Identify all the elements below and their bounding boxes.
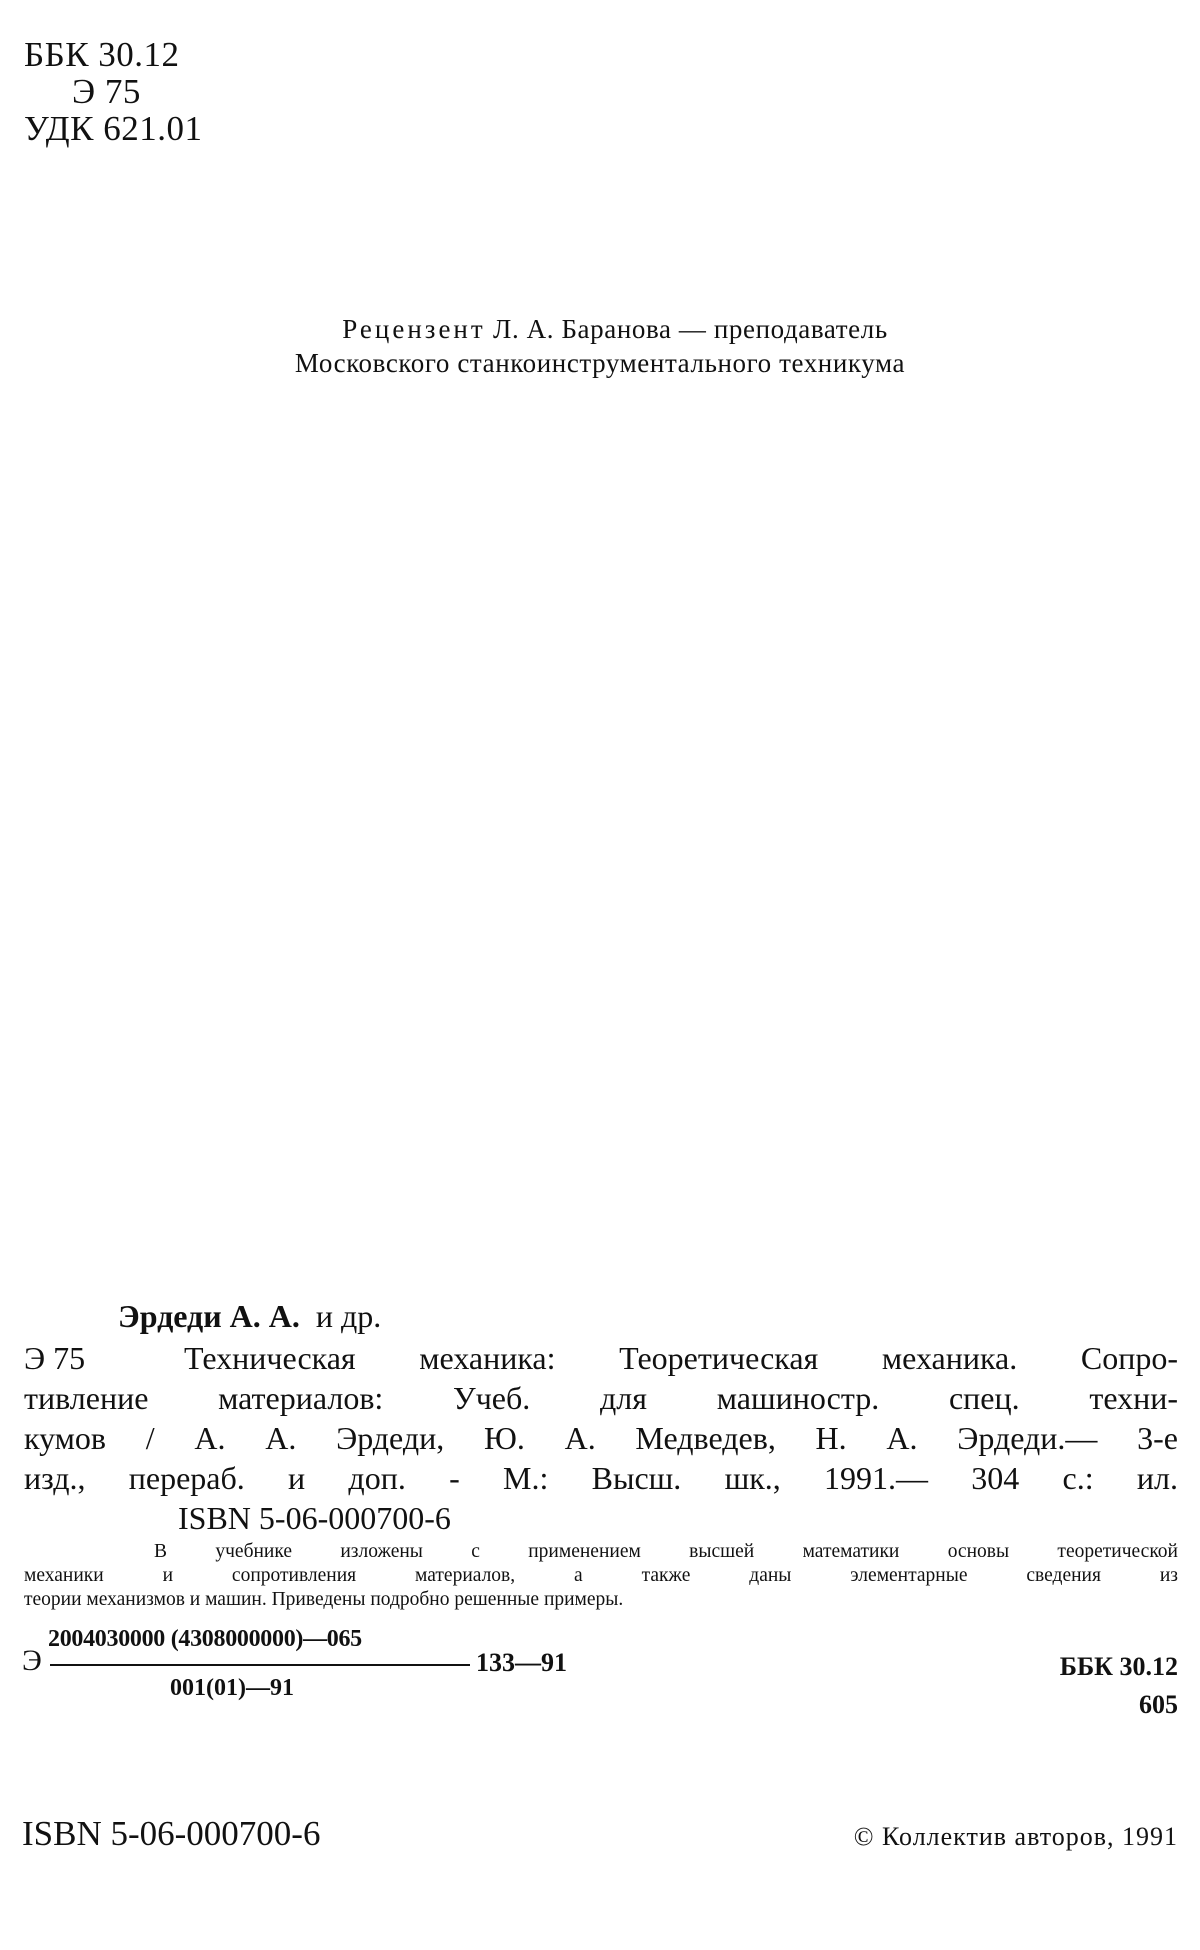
annotation-line: В учебнике изложены с применением высшей математики основы теоретической [154,1541,1178,1562]
fraction-code: 133—91 [476,1648,567,1677]
fraction-bar [50,1664,470,1666]
card-isbn: ISBN 5-06-000700-6 [178,1500,451,1536]
description-line: кумов / А. А. Эрдеди, Ю. А. Медведев, Н. А. Эрдеди.— 3-е [24,1420,1178,1456]
card-bbk-sub: 605 [1139,1690,1178,1719]
description-line: Техническая механика: Теоретическая механика. Сопро- [184,1340,1178,1376]
card-bbk-block [1060,1648,1178,1724]
annotation-line: механики и сопротивления материалов, а также даны элементарные сведения из [24,1565,1178,1586]
catalog-mark: Э 75 [72,72,141,111]
reviewer-label: Рецензент [342,314,486,344]
classification-block [24,36,202,147]
fraction-denominator: 001(01)—91 [170,1675,294,1701]
card-annotation [24,1540,1178,1612]
annotation-line: теории механизмов и машин. Приведены подробно решенные примеры. [24,1589,624,1610]
card-author-suffix: и др. [315,1298,382,1334]
reviewer-line-1 [0,312,1200,346]
bbk-code: ББК 30.12 [24,35,180,74]
footer-isbn: ISBN 5-06-000700-6 [22,1814,321,1853]
fraction-numerator: 2004030000 (4308000000)—065 [48,1626,362,1652]
card-catalog-mark: Э 75 [24,1340,86,1376]
reviewer-line-2: Московского станкоинструментального техникума [294,348,906,378]
footer-copyright: © Коллектив авторов, 1991 [853,1822,1178,1851]
card-description [24,1338,1178,1538]
card-bbk: ББК 30.12 [1059,1652,1178,1681]
description-line: изд., перераб. и доп. - М.: Высш. шк., 1991.— 304 с.: ил. [24,1460,1178,1496]
reviewer-name: Л. А. Баранова — преподаватель [493,314,888,344]
fraction-prefix: Э [22,1644,42,1677]
udk-code: УДК 621.01 [24,109,203,148]
reviewer-block [0,312,1200,380]
card-author: Эрдеди А. А. [118,1298,300,1334]
description-line: тивление материалов: Учеб. для машиностр. спец. техни- [24,1380,1178,1416]
card-author-line [118,1296,381,1336]
